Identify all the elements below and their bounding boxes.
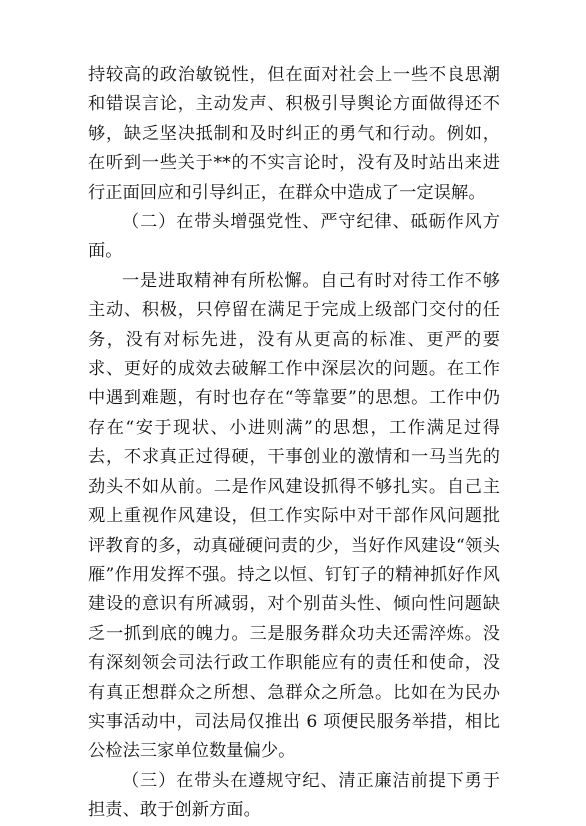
document-body xyxy=(88,61,500,826)
body-paragraph-continuation: 持较高的政治敏锐性，但在面对社会上一些不良思潮和错误言论，主动发声、积极引导舆论方面做得还不够，缺乏坚决抵制和及时纠正的勇气和行动。例如，在听到一些关于**的不实言论时，没有及时站出来进行正面回应和引导纠正，在群众中造成了一定误解。 xyxy=(88,65,500,203)
section-heading-2: （二）在带头增强党性、严守纪律、砥砺作风方面。 xyxy=(88,212,500,262)
body-paragraph-main: 一是进取精神有所松懈。自己有时对待工作不够主动、积极，只停留在满足于完成上级部门交付的任务，没有对标先进，没有从更高的标准、更严的要求、更好的成效去破解工作中深层次的问题。在工作中遇到难题，有时也存在“等靠要”的思想。工作中仍存在“安于现状、小进则满”的思想，工作满足过得去，不求真正过得硬，干事创业的激情和一马当先的劲头不如从前。二是作风建设抓得不够扎实。自己主观上重视作风建设，但工作实际中对干部作风问题批评教育的多，动真碰硬问责的少，当好作风建设“领头雁”作用发挥不强。持之以恒、钉钉子的精神抓好作风建设的意识有所减弱，对个别苗头性、倾向性问题缺乏一抓到底的魄力。三是服务群众功夫还需淬炼。没有深刻领会司法行政工作职能应有的责任和使命，没有真正想群众之所想、急群众之所急。比如在为民办实事活动中，司法局仅推出 6 项便民服务举措，相比公检法三家单位数量偏少。 xyxy=(88,270,500,762)
section-heading-3: （三）在带头在遵规守纪、清正廉洁前提下勇于担责、敢于创新方面。 xyxy=(88,770,500,821)
